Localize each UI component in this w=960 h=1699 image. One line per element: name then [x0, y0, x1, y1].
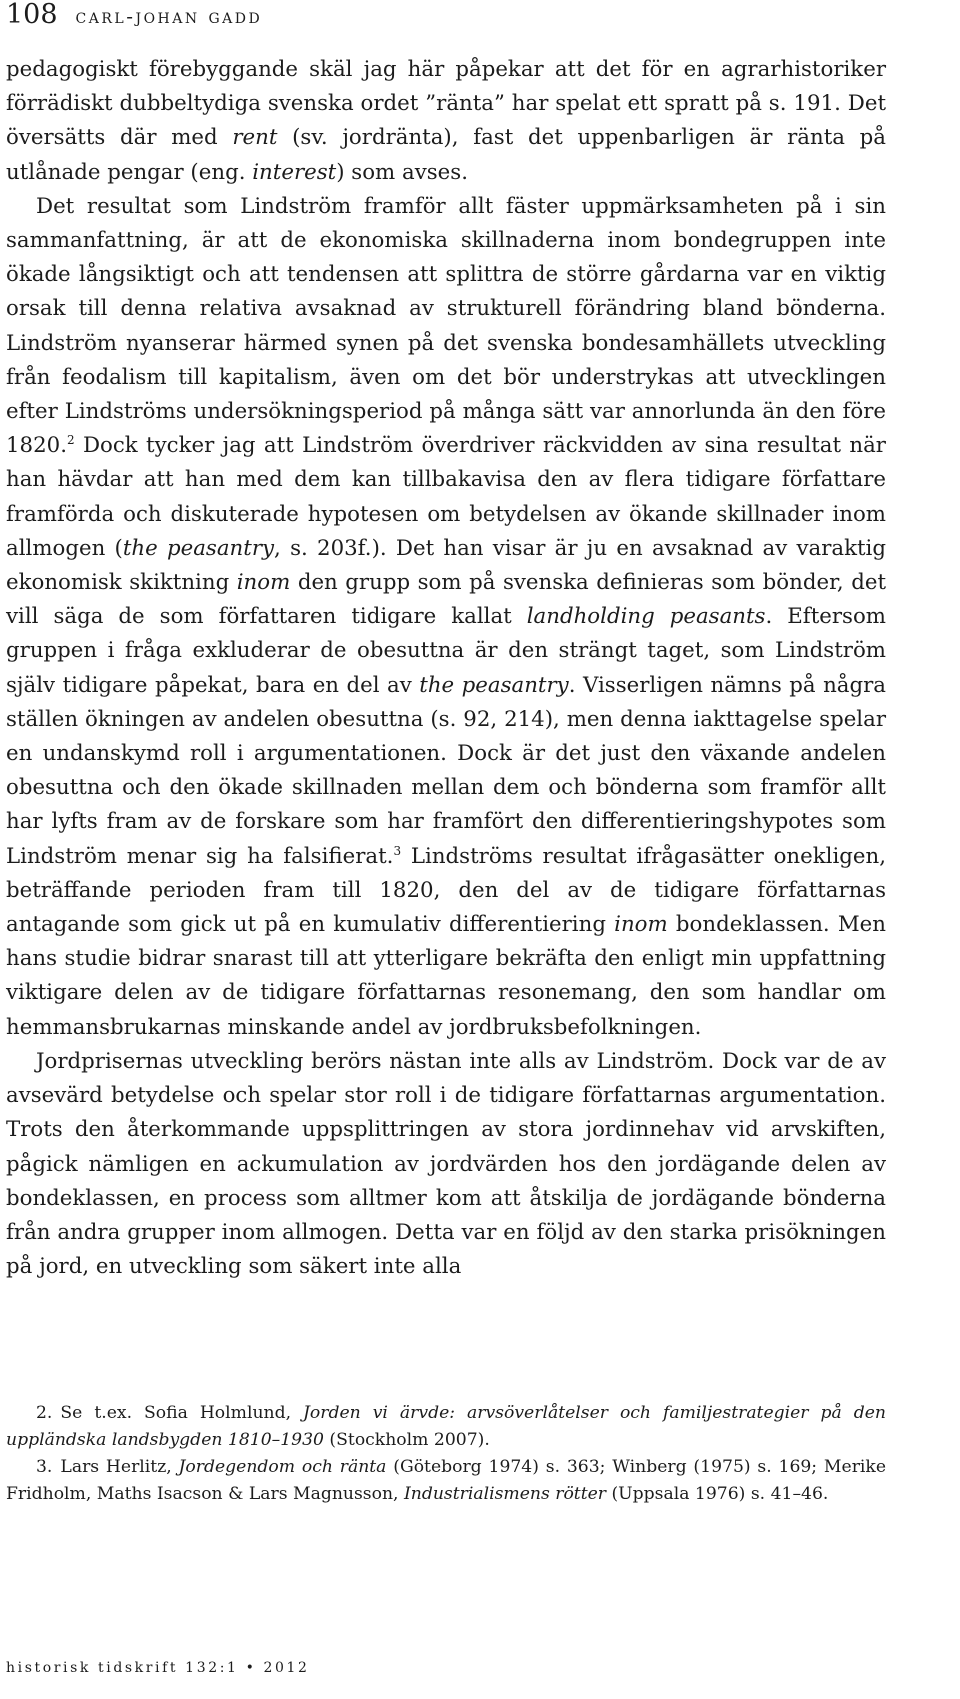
- text-run: pedagogiskt förebyggande skäl jag här påpekar att det för en agrarhistoriker förrädiskt dubbeltydiga svenska ordet ”ränta” har spelat ett spratt på s. 191. Det översätts där med: [6, 57, 886, 151]
- paragraph-2: [6, 190, 886, 1045]
- footnote-2: [6, 1400, 886, 1454]
- italic-run: rent: [232, 125, 278, 151]
- footnote-3: [6, 1454, 886, 1508]
- running-head: [6, 0, 262, 30]
- italic-run: inom: [614, 912, 668, 938]
- italic-run: inom: [236, 570, 291, 596]
- text-run: Det resultat som Lindström framför allt fäster uppmärksamheten på i sin sammanfattning, är att de ekonomiska skillnaderna inom bondegruppen inte ökade långsiktigt och att tendensen att splittra de större gårdarna var en viktig orsak till denna relativa avsaknad av strukturell förändring bland bönderna. Lindström nyanserar härmed synen på det svenska bondesamhällets utveckling från feodalism till kapitalism, även om det bör understrykas att utvecklingen efter Lindströms undersökningsperiod på många sätt var annorlunda än den före 1820.: [6, 193, 886, 459]
- footnote-ref-3[interactable]: 3: [393, 843, 402, 858]
- text-run: Lindströms resultat ifrågasätter onekligen, beträffande perioden fram till 1820, den del av de tidigare författarnas antagande som gick ut på en kumulativ differentiering: [6, 843, 886, 938]
- body-text: [6, 53, 886, 1284]
- text-run: Lars Herlitz,: [60, 1457, 179, 1477]
- running-foot-journal: historisk tidskrift 132:1 • 2012: [6, 1660, 310, 1676]
- italic-run: the peasantry: [419, 672, 569, 698]
- text-run: Se t.ex. Sofia Holmlund,: [60, 1403, 304, 1423]
- page-number: 108: [6, 0, 58, 30]
- italic-run: interest: [252, 159, 337, 185]
- text-run: (sv. jordränta), fast det uppenbarligen är ränta på utlånade pengar (eng.: [6, 125, 887, 185]
- italic-run: Jorden vi ärvde: arvsöverlåtelser och familjestrategier på den uppländska landsbygden 1810–1930: [6, 1403, 886, 1450]
- text-run: , s. 203f.). Det han visar är ju en avsaknad av varaktig ekonomisk skiktning: [6, 535, 886, 596]
- text-run: ) som avses.: [336, 159, 468, 185]
- text-run: Jordprisernas utveckling berörs nästan inte alls av Lindström. Dock var de av avsevärd betydelse och spelar stor roll i de tidigare författarnas argumentation. Trots den återkommande uppsplittringen av stora jordinnehav vid arvskiften, pågick nämligen en ackumulation av jordvärden hos den jordägande delen av bondeklassen, en process som alltmer kom att åtskilja de jordägande bönderna från andra grupper inom allmogen. Detta var en följd av den starka prisökningen på jord, en utveckling som säkert inte alla: [6, 1048, 886, 1280]
- text-run: (Uppsala 1976) s. 41–46.: [606, 1484, 829, 1504]
- paragraph-3: [6, 1045, 886, 1284]
- running-head-author: carl-johan gadd: [75, 4, 263, 28]
- text-run: . Eftersom gruppen i fråga exkluderar de obesuttna är den strängt taget, som Lindström själv tidigare påpekat, bara en del av: [6, 604, 886, 698]
- italic-run: landholding peasants: [526, 604, 766, 630]
- italic-run: Industrialismens rötter: [403, 1484, 606, 1504]
- text-run: (Göteborg 1974) s. 363; Winberg (1975) s. 169; Merike Fridholm, Maths Isacson & Lars Magnusson,: [6, 1457, 886, 1504]
- text-run: (Stockholm 2007).: [323, 1430, 490, 1450]
- footnote-number: 3.: [36, 1457, 53, 1477]
- italic-run: Jordegendom och ränta: [178, 1457, 387, 1477]
- footnote-number: 2.: [36, 1403, 53, 1423]
- text-run: den grupp som på svenska definieras som bönder, det vill säga de som författaren tidigare kallat: [6, 570, 886, 630]
- footnote-ref-2[interactable]: 2: [66, 433, 75, 448]
- italic-run: the peasantry: [122, 535, 275, 561]
- footnotes: [6, 1400, 886, 1508]
- text-run: . Visserligen nämns på några ställen ökningen av andelen obesuttna (s. 92, 214), men denna iakttagelse spelar en undanskymd roll i argumentationen. Dock är det just den växande andelen obesuttna och den ökade skillnaden mellan dem och bönderna som framför allt har lyfts fram av de forskare som har framfört den differentieringshypotes som Lindström menar sig ha falsifierat.: [6, 672, 886, 869]
- text-run: bondeklassen. Men hans studie bidrar snarast till att ytterligare bekräfta den enligt min uppfattning viktigare delen av de tidigare författarnas resonemang, den som handlar om hemmansbrukarnas minskande andel av jordbruksbefolkningen.: [6, 912, 887, 1040]
- paragraph-1: [6, 53, 886, 190]
- text-run: Dock tycker jag att Lindström överdriver räckvidden av sina resultat när han hävdar att han med dem kan tillbakavisa den av flera tidigare författare framförda och diskuterade hypotesen om betydelsen av ökande skillnader inom allmogen (: [6, 433, 886, 561]
